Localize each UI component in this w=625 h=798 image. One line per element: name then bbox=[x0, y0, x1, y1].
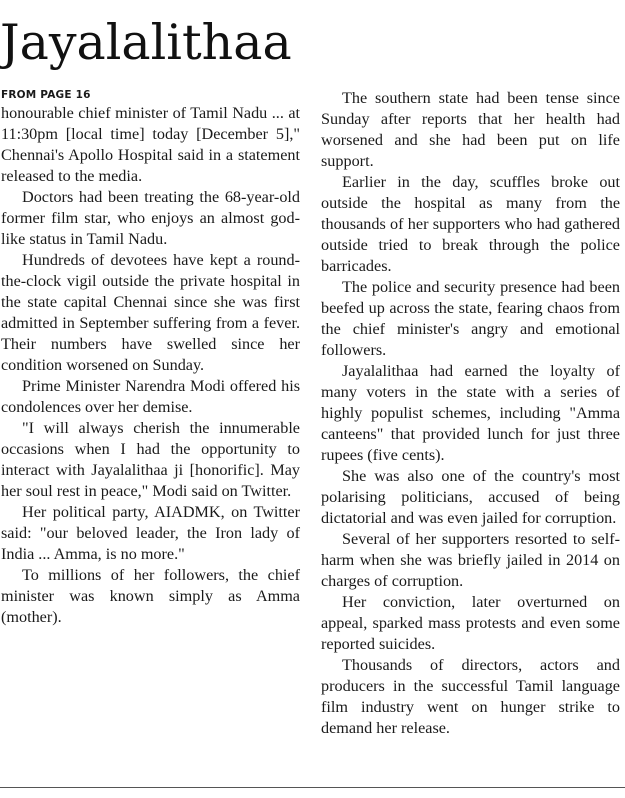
paragraph: Prime Minister Narendra Modi offered his condolences over her demise. bbox=[1, 377, 300, 416]
paragraph: Jayalalithaa had earned the loyalty of many voters in the state with a series of highly populist schemes, including "Amma canteens" that provided lunch for just three rupees (five cents). bbox=[321, 362, 620, 464]
bottom-rule bbox=[0, 787, 625, 788]
paragraph: Several of her supporters resorted to self-harm when she was briefly jailed in 2014 on charges of corruption. bbox=[321, 530, 620, 590]
paragraph: To millions of her followers, the chief minister was known simply as Amma (mother). bbox=[1, 566, 300, 626]
article-headline: Jayalalithaa bbox=[0, 14, 292, 71]
article-column-right bbox=[321, 88, 620, 739]
article-column-left bbox=[1, 88, 300, 628]
paragraph: Doctors had been treating the 68-year-old former film star, who enjoys an almost god-like status in Tamil Nadu. bbox=[1, 188, 300, 248]
paragraph: She was also one of the country's most polarising politicians, accused of being dictatorial and was even jailed for corruption. bbox=[321, 467, 620, 527]
continuation-kicker: FROM PAGE 16 bbox=[1, 89, 91, 101]
paragraph: The police and security presence had been beefed up across the state, fearing chaos from the chief minister's angry and emotional followers. bbox=[321, 278, 620, 359]
paragraph: Her political party, AIADMK, on Twitter said: "our beloved leader, the Iron lady of India ... Amma, is no more." bbox=[1, 503, 300, 563]
paragraph: Earlier in the day, scuffles broke out outside the hospital as many from the thousands of her supporters who had gathered outside tried to break through the police barricades. bbox=[321, 173, 620, 275]
paragraph: Her conviction, later overturned on appeal, sparked mass protests and even some reported suicides. bbox=[321, 593, 620, 653]
paragraph: Thousands of directors, actors and producers in the successful Tamil language film industry went on hunger strike to demand her release. bbox=[321, 656, 620, 737]
paragraph: Hundreds of devotees have kept a round-the-clock vigil outside the private hospital in the state capital Chennai since she was first admitted in September suffering from a fever. Their numbers have swelled since her condition worsened on Sunday. bbox=[1, 251, 300, 374]
paragraph: "I will always cherish the innumerable occasions when I had the opportunity to interact with Jayalalithaa ji [honorific]. May her soul rest in peace," Modi said on Twitter. bbox=[1, 419, 300, 500]
paragraph: The southern state had been tense since Sunday after reports that her health had worsened and she had been put on life support. bbox=[321, 89, 620, 170]
paragraph: honourable chief minister of Tamil Nadu ... at 11:30pm [local time] today [December 5]," Chennai's Apollo Hospital said in a statement released to the media. bbox=[1, 104, 300, 185]
